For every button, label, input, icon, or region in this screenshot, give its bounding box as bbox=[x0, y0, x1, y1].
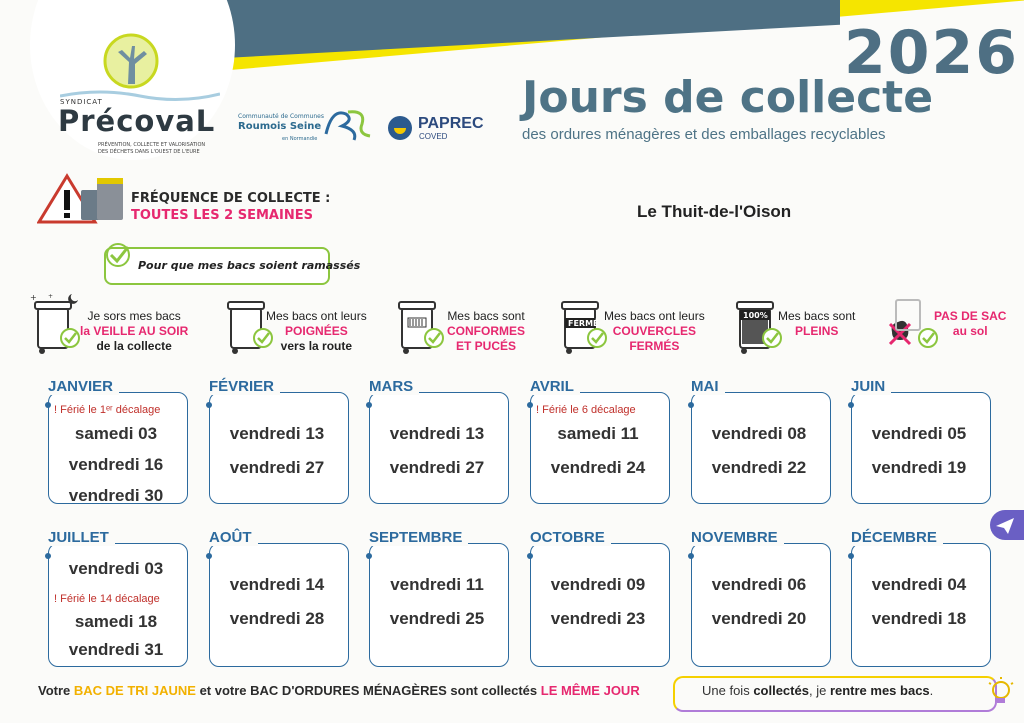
collection-date: vendredi 24 bbox=[550, 458, 646, 477]
collection-date: vendredi 09 bbox=[550, 575, 646, 594]
tree-logo-icon bbox=[102, 32, 160, 90]
svg-text:FERMÉ: FERMÉ bbox=[568, 319, 599, 328]
paper-plane-icon bbox=[990, 510, 1020, 540]
month-dot bbox=[45, 402, 51, 408]
footer-right-b1: collectés bbox=[753, 683, 809, 698]
month-name: JANVIER bbox=[48, 378, 119, 395]
footer-same-day-note bbox=[38, 683, 640, 698]
month-dot bbox=[688, 553, 694, 559]
holiday-note: ! Férié le 1ᵉʳ décalage bbox=[54, 404, 161, 416]
month-dot bbox=[366, 553, 372, 559]
footer-same-day: LE MÊME JOUR bbox=[540, 683, 640, 698]
collection-date: samedi 03 bbox=[74, 424, 158, 443]
collection-date: vendredi 11 bbox=[390, 575, 484, 594]
collection-date: vendredi 27 bbox=[389, 458, 485, 477]
rule-text-5 bbox=[778, 309, 855, 339]
org-tagline-2: DES DÉCHETS DANS L'OUEST DE L'EURE bbox=[98, 149, 200, 155]
rule-text-6 bbox=[934, 309, 1006, 339]
month-name: MAI bbox=[691, 378, 725, 395]
footer-right-3: . bbox=[929, 683, 934, 698]
bin-lid-icon bbox=[555, 294, 611, 358]
paprec-logo-icon bbox=[386, 114, 414, 142]
month-box bbox=[851, 392, 991, 504]
collection-date: vendredi 22 bbox=[711, 458, 807, 477]
rule-5-pre: Mes bacs sont bbox=[778, 309, 856, 323]
partner1-line1: Communauté de Communes bbox=[238, 113, 324, 120]
rule-text-3 bbox=[447, 309, 525, 354]
footer-reminder bbox=[702, 683, 933, 698]
page-title: Jours de collecte bbox=[522, 72, 934, 123]
org-tagline-1: PRÉVENTION, COLLECTE ET VALORISATION bbox=[98, 142, 206, 148]
collection-date: vendredi 18 bbox=[871, 609, 967, 628]
rule-text-1 bbox=[80, 309, 188, 354]
month-name: FÉVRIER bbox=[209, 378, 280, 395]
footer-left-2: et votre BAC D'ORDURES MÉNAGÈRES sont collectés bbox=[195, 683, 541, 698]
month-box bbox=[369, 392, 509, 504]
month-dot bbox=[206, 402, 212, 408]
month-name: JUILLET bbox=[48, 529, 115, 546]
month-box bbox=[369, 543, 509, 667]
org-name: PrécovaL bbox=[58, 104, 216, 138]
rule-2-hl: POIGNÉES bbox=[285, 324, 348, 338]
month-box bbox=[691, 392, 831, 504]
month-dot bbox=[527, 553, 533, 559]
town-name: Le Thuit-de-l'Oison bbox=[637, 202, 792, 221]
month-box bbox=[209, 543, 349, 667]
collection-date: vendredi 27 bbox=[229, 458, 325, 477]
month-name: NOVEMBRE bbox=[691, 529, 784, 546]
org-small-label: SYNDICAT bbox=[60, 98, 103, 106]
rule-2-post: vers la route bbox=[280, 339, 353, 353]
rule-6-post: au sol bbox=[952, 324, 988, 338]
rule-2-pre: Mes bacs ont leurs bbox=[266, 309, 367, 323]
rule-3-hl: CONFORMES bbox=[447, 324, 525, 338]
collection-date: vendredi 16 bbox=[68, 455, 164, 474]
month-dot bbox=[848, 402, 854, 408]
month-box bbox=[691, 543, 831, 667]
collection-date: vendredi 08 bbox=[711, 424, 807, 443]
month-name: JUIN bbox=[851, 378, 891, 395]
svg-text:100%: 100% bbox=[743, 311, 768, 320]
holiday-note: ! Férié le 14 décalage bbox=[54, 593, 160, 605]
rule-1-post: de la collecte bbox=[96, 339, 172, 353]
month-dot bbox=[688, 402, 694, 408]
holiday-note: ! Férié le 6 décalage bbox=[536, 404, 636, 416]
collection-date: vendredi 04 bbox=[871, 575, 967, 594]
month-box bbox=[851, 543, 991, 667]
frequency-label: FRÉQUENCE DE COLLECTE : bbox=[131, 191, 331, 206]
warning-bins-icon bbox=[37, 172, 129, 226]
collection-date: vendredi 05 bbox=[871, 424, 967, 443]
year-title: 2026 bbox=[844, 18, 1019, 88]
month-name: SEPTEMBRE bbox=[369, 529, 468, 546]
rule-4-hl2: FERMÉS bbox=[629, 339, 680, 353]
rule-1-pre: Je sors mes bacs bbox=[87, 309, 181, 323]
collection-date: samedi 11 bbox=[557, 424, 639, 443]
partner2-sub: COVED bbox=[419, 132, 448, 141]
rule-4-pre: Mes bacs ont leurs bbox=[604, 309, 705, 323]
collection-date: vendredi 14 bbox=[229, 575, 325, 594]
header-gray-band bbox=[150, 0, 840, 62]
roumois-logo-icon bbox=[318, 104, 374, 144]
partner1-line3: en Normandie bbox=[282, 136, 318, 142]
bin-night-icon bbox=[28, 294, 84, 358]
svg-text:+: + bbox=[30, 294, 37, 302]
collection-date: vendredi 28 bbox=[229, 609, 325, 628]
footer-yellow-bin: BAC DE TRI JAUNE bbox=[73, 683, 196, 698]
month-name: AOÛT bbox=[209, 529, 258, 546]
rule-1-hl: la VEILLE AU SOIR bbox=[80, 324, 189, 338]
pill-text: Pour que mes bacs soient ramassés bbox=[138, 259, 361, 272]
rule-text-4 bbox=[604, 309, 705, 354]
footer-left-1: Votre bbox=[38, 683, 74, 698]
rule-3-hl2: ET PUCÉS bbox=[455, 339, 516, 353]
collection-date: vendredi 20 bbox=[711, 609, 807, 628]
month-dot bbox=[848, 553, 854, 559]
collection-date: vendredi 03 bbox=[68, 559, 164, 578]
partner1-line2: Roumois Seine bbox=[238, 121, 322, 132]
month-dot bbox=[366, 402, 372, 408]
check-icon bbox=[104, 241, 132, 269]
rule-4-hl: COUVERCLES bbox=[612, 324, 697, 338]
collection-date: vendredi 06 bbox=[711, 575, 807, 594]
month-name: OCTOBRE bbox=[530, 529, 611, 546]
month-box bbox=[209, 392, 349, 504]
rule-5-hl: PLEINS bbox=[795, 324, 839, 338]
footer-right-1: Une fois bbox=[702, 683, 754, 698]
next-page-tab[interactable] bbox=[990, 510, 1024, 540]
rule-text-2 bbox=[266, 309, 367, 354]
month-box bbox=[530, 543, 670, 667]
collection-date: vendredi 19 bbox=[871, 458, 967, 477]
collection-date: vendredi 13 bbox=[229, 424, 325, 443]
partner2-name: PAPREC bbox=[418, 115, 484, 132]
collection-date: samedi 18 bbox=[74, 612, 158, 631]
month-dot bbox=[206, 553, 212, 559]
footer-right-b2: rentre mes bacs bbox=[829, 683, 930, 698]
collection-date: vendredi 23 bbox=[550, 609, 646, 628]
footer-right-2: , je bbox=[808, 683, 830, 698]
frequency-value: TOUTES LES 2 SEMAINES bbox=[131, 208, 313, 223]
collection-date: vendredi 13 bbox=[389, 424, 485, 443]
lightbulb-icon bbox=[984, 675, 1018, 709]
month-name: DÉCEMBRE bbox=[851, 529, 943, 546]
collection-date: vendredi 31 bbox=[68, 640, 164, 659]
page-subtitle: des ordures ménagères et des emballages recyclables bbox=[522, 126, 886, 143]
svg-text:+: + bbox=[48, 294, 54, 300]
bin-chip-icon bbox=[392, 294, 448, 358]
month-name: MARS bbox=[369, 378, 419, 395]
collection-date: vendredi 30 bbox=[68, 486, 164, 505]
month-dot bbox=[527, 402, 533, 408]
month-name: AVRIL bbox=[530, 378, 580, 395]
collection-date: vendredi 25 bbox=[389, 609, 485, 628]
rule-6-hl: PAS DE SAC bbox=[934, 309, 1007, 323]
rule-3-pre: Mes bacs sont bbox=[447, 309, 525, 323]
